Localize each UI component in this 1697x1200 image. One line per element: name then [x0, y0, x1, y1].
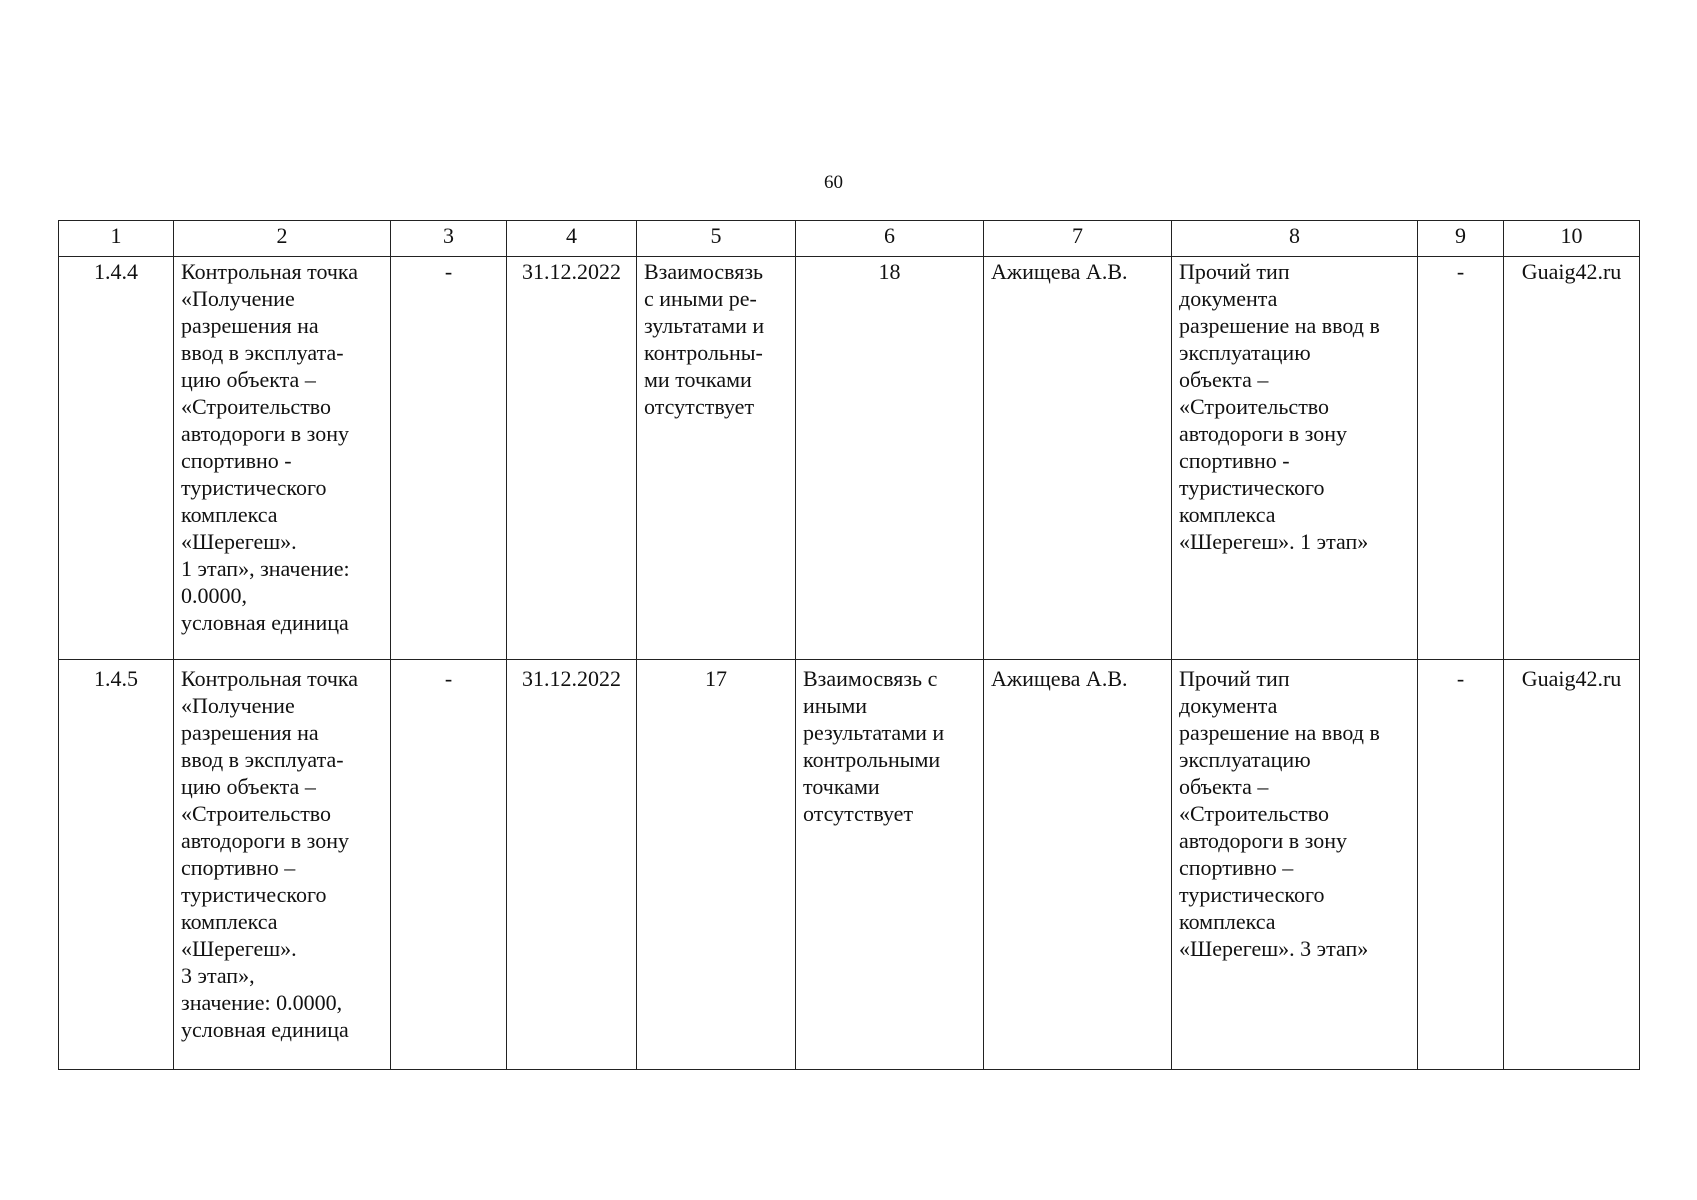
column-header-4: 4	[507, 221, 637, 257]
date-cell: 31.12.2022	[507, 257, 637, 660]
column-header-2: 2	[174, 221, 391, 257]
table-header-row	[59, 221, 1640, 257]
col9-cell: -	[1418, 257, 1504, 660]
table-row	[59, 660, 1640, 1070]
col3-cell: -	[391, 257, 507, 660]
column-header-10: 10	[1504, 221, 1640, 257]
source-cell: Guaig42.ru	[1504, 257, 1640, 660]
col6-cell: 18	[796, 257, 984, 660]
col9-cell: -	[1418, 660, 1504, 1070]
plan-table	[58, 220, 1640, 1070]
column-header-3: 3	[391, 221, 507, 257]
document-type-cell: Прочий тип документа разрешение на ввод в эксплуатацию объекта – «Строительство автодороги в зону спортивно – туристического комплекса «Шерегеш». 3 этап»	[1172, 660, 1418, 1070]
control-point-name-cell: Контрольная точка «Получение разрешения на ввод в эксплуата- цию объекта – «Строительство автодороги в зону спортивно – туристического комплекса «Шерегеш». 3 этап», значение: 0.0000, условная единица	[174, 660, 391, 1070]
responsible-cell: Ажищева А.В.	[984, 257, 1172, 660]
control-point-name-cell: Контрольная точка «Получение разрешения на ввод в эксплуата- цию объекта – «Строительство автодороги в зону спортивно - туристического комплекса «Шерегеш». 1 этап», значение: 0.0000, условная единица	[174, 257, 391, 660]
column-header-9: 9	[1418, 221, 1504, 257]
date-cell: 31.12.2022	[507, 660, 637, 1070]
col6-cell: Взаимосвязь с иными результатами и контрольными точками отсутствует	[796, 660, 984, 1070]
row-number-cell: 1.4.5	[59, 660, 174, 1070]
column-header-6: 6	[796, 221, 984, 257]
column-header-1: 1	[59, 221, 174, 257]
col3-cell: -	[391, 660, 507, 1070]
table-row	[59, 257, 1640, 660]
document-type-cell: Прочий тип документа разрешение на ввод в эксплуатацию объекта – «Строительство автодороги в зону спортивно - туристического комплекса «Шерегеш». 1 этап»	[1172, 257, 1418, 660]
column-header-7: 7	[984, 221, 1172, 257]
col5-cell: Взаимосвязь с иными ре- зультатами и контрольны- ми точками отсутствует	[637, 257, 796, 660]
source-cell: Guaig42.ru	[1504, 660, 1640, 1070]
page-number: 60	[824, 172, 843, 193]
column-header-8: 8	[1172, 221, 1418, 257]
row-number-cell: 1.4.4	[59, 257, 174, 660]
column-header-5: 5	[637, 221, 796, 257]
responsible-cell: Ажищева А.В.	[984, 660, 1172, 1070]
col5-cell: 17	[637, 660, 796, 1070]
